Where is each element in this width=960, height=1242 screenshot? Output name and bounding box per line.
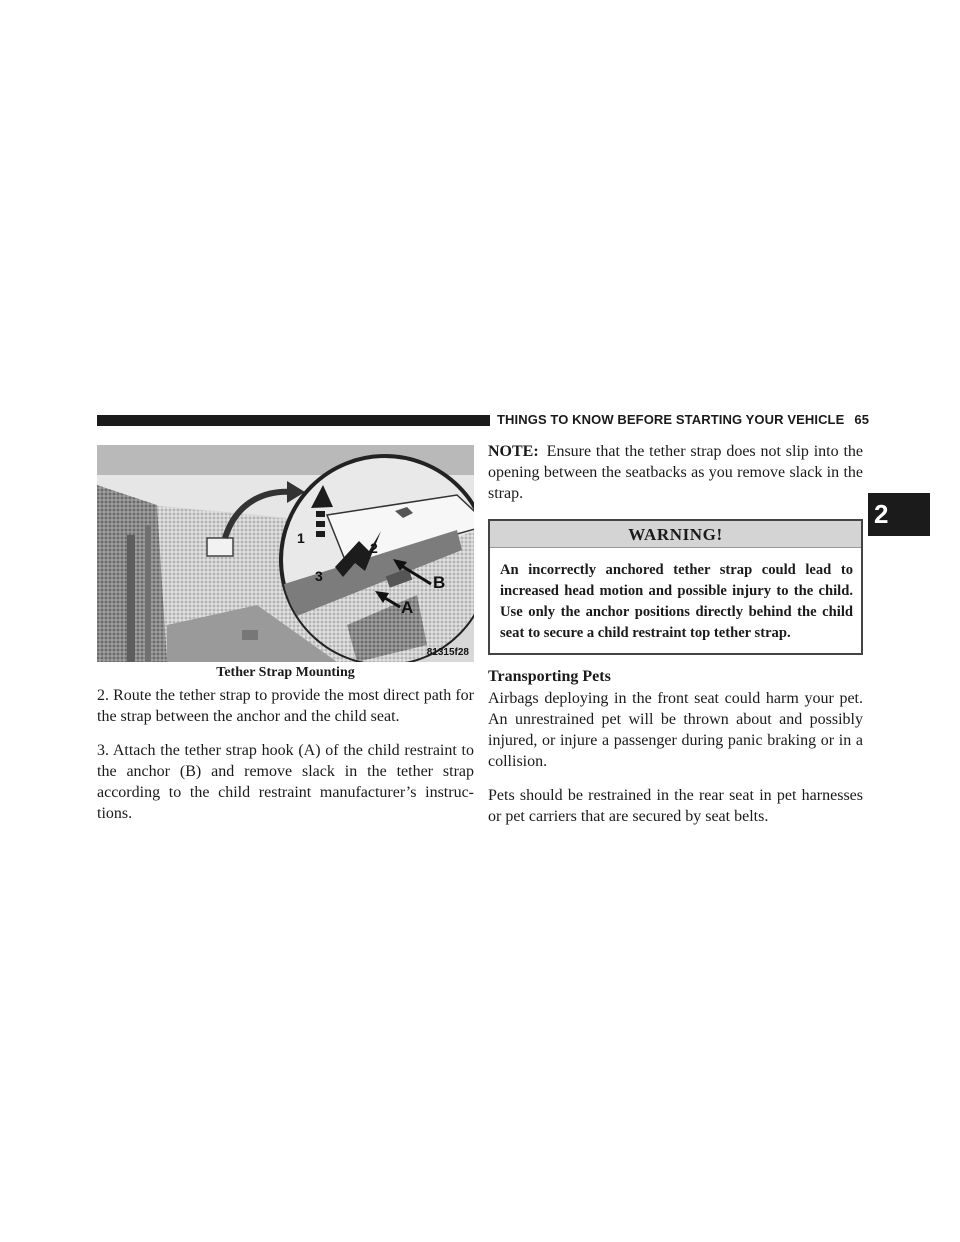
image-code: 81315f28 xyxy=(426,647,469,658)
step-3-paragraph: 3. Attach the tether strap hook (A) of the child restraint to the anchor (B) and remove slack in the tether strap according to the child restraint manufacturer’s instruc-tions. xyxy=(97,742,474,822)
note-label: NOTE: xyxy=(488,443,539,460)
step-2-paragraph: 2. Route the tether strap to provide the most direct path for the strap between the anchor and the child seat. xyxy=(97,687,474,725)
figure-caption: Tether Strap Mounting xyxy=(216,665,355,680)
chapter-tab: 2 xyxy=(868,493,930,536)
callout-A: A xyxy=(401,598,414,617)
callout-2: 2 xyxy=(370,540,378,556)
warning-title: WARNING! xyxy=(490,521,861,548)
warning-text: An incorrectly anchored tether strap could lead to increased head motion and possible injury to the child. Use only the anchor positions directly behind the child seat to secure a child restraint top tether strap. xyxy=(500,562,853,641)
warning-box xyxy=(488,519,863,655)
callout-1: 1 xyxy=(297,530,305,546)
header-rule xyxy=(97,415,490,426)
right-column xyxy=(488,441,863,840)
pets-paragraph-2: Pets should be restrained in the rear seat in pet harnesses or pet carriers that are secured by seat belts. xyxy=(488,787,863,825)
note-text: Ensure that the tether strap does not slip into the opening between the seatbacks as you remove slack in the strap. xyxy=(488,443,863,502)
callout-B: B xyxy=(433,573,446,592)
section-heading: Transporting Pets xyxy=(488,668,611,685)
pets-paragraph-1: Airbags deploying in the front seat could harm your pet. An unrestrained pet will be thrown about and possibly injured, or injure a passenger during panic braking or in a collision. xyxy=(488,690,863,770)
page-number: 65 xyxy=(854,412,870,427)
tether-strap-illustration xyxy=(97,445,474,662)
running-header xyxy=(497,412,870,427)
section-title: THINGS TO KNOW BEFORE STARTING YOUR VEHICLE xyxy=(497,412,845,427)
callout-3: 3 xyxy=(315,568,323,584)
left-column xyxy=(97,685,474,837)
note-paragraph xyxy=(488,441,863,504)
